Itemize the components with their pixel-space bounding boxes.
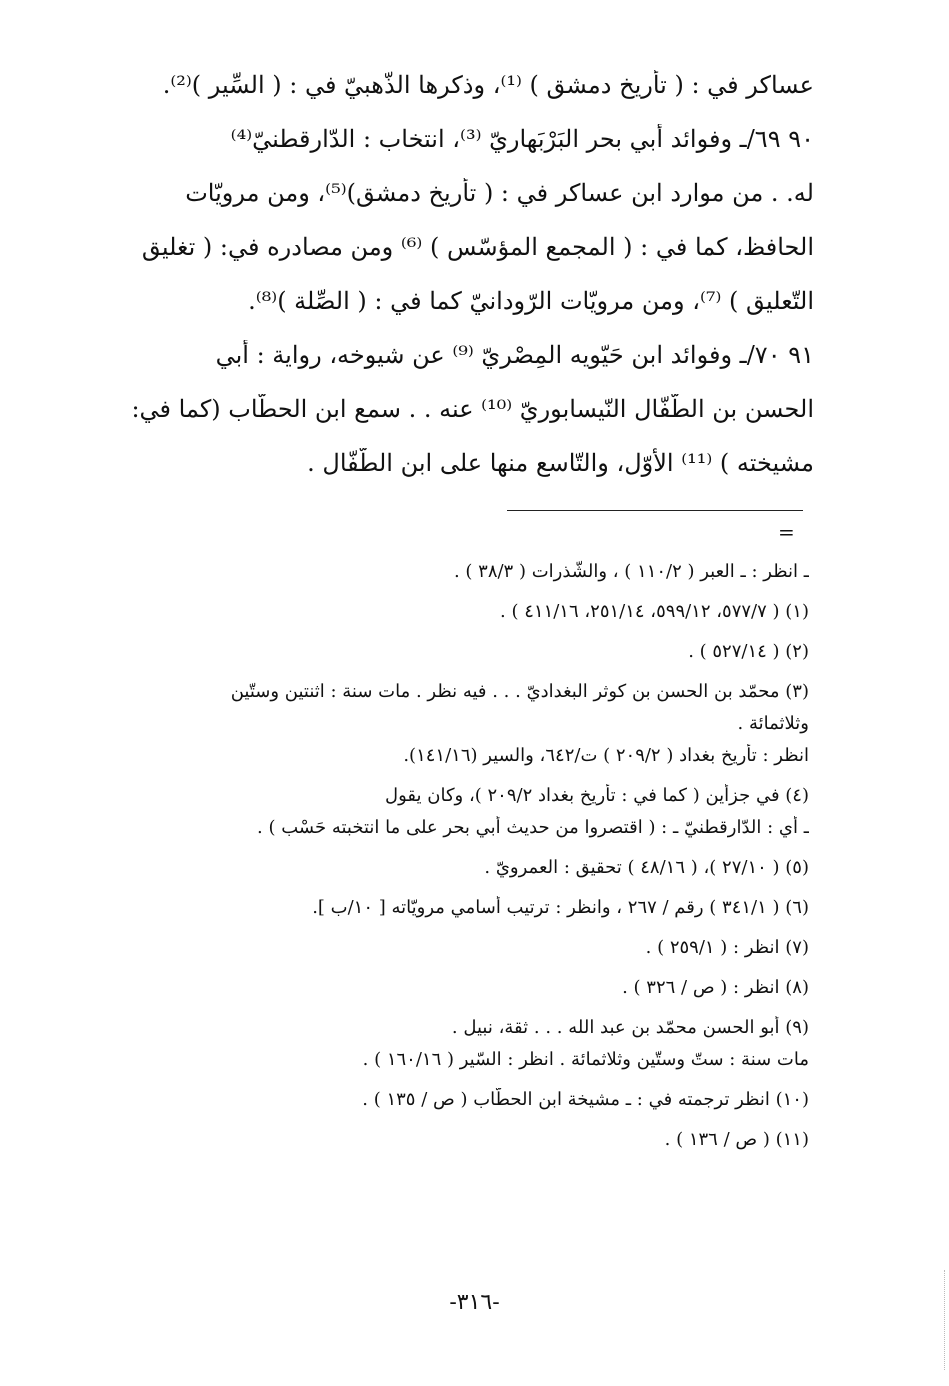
footnote-line: (١) ( ٥٧٧/٧، ٥٩٩/١٢، ٢٥١/١٤، ٤١١/١٦ ) . (500, 601, 809, 622)
main-text-line: الحسن بن الطّفّال النّيسابوريّ ⁽¹⁰⁾ عنه . . سمع ابن الحطّاب (كما في: (131, 395, 814, 423)
footnote-line: (٢) ( ٥٢٧/١٤ ) . (688, 641, 809, 662)
footnote-line: (٤) في جزأين ( كما في : تأريخ بغداد ٢٠٩/٢ )، وكان يقول (385, 785, 809, 806)
footnote-line: (٣) محمّد بن الحسن بن كوثر البغداديّ . . . فيه نظر . مات سنة : اثنتين وستّين (230, 681, 809, 702)
footnote-line: (٩) أبو الحسن محمّد بن عبد الله . . . ثقة، نبيل . (451, 1017, 809, 1038)
footnote-line: مات سنة : ستّ وستّين وثلاثمائة . انظر : السّير ( ١٦٠/١٦ ) . (362, 1049, 809, 1070)
scan-edge-marks (942, 1270, 945, 1370)
footnote-divider (507, 510, 803, 511)
footnote-line: (١١) ( ص / ١٣٦ ) . (664, 1129, 809, 1150)
continuation-mark: = (778, 520, 795, 544)
main-text-line: مشيخته ) ⁽¹¹⁾ الأوّل، والتّاسع منها على ابن الطّفّال . (307, 449, 814, 477)
page-number: -٣١٦- (449, 1290, 500, 1315)
main-text-line: الحافظ، كما في : ( المجمع المؤسّس ) ⁽⁶⁾ ومن مصادره في: ( تغليق (141, 233, 814, 261)
footnote-line: (١٠) انظر ترجمته في : ـ مشيخة ابن الحطّاب ( ص / ١٣٥ ) . (362, 1089, 809, 1110)
main-text-line: التّعليق ) ⁽⁷⁾، ومن مرويّات الرّودانيّ كما في : ( الصِّلة )⁽⁸⁾. (248, 287, 814, 315)
footnote-line: (٥) ( ٢٧/١٠ )، ( ٤٨/١٦ ) تحقيق : العمرويّ . (484, 857, 809, 878)
main-text-line: ٩١ ٧٠/ـ وفوائد ابن حَيّويه المِصْريّ ⁽⁹⁾ عن شيوخه، رواية : أبي (215, 341, 814, 369)
main-text-line: ٩٠ ٦٩/ـ وفوائد أبي بحر البَرْبَهاريّ ⁽³⁾، انتخاب : الدّارقطنيّ⁽⁴⁾ (230, 125, 814, 153)
footnote-line: (٧) انظر : ( ٢٥٩/١ ) . (645, 937, 809, 958)
footnote-line: (٦) ( ٣٤١/١ ) رقم / ٢٦٧ ، وانظر : ترتيب أسامي مرويّاته [ ١٠/ب ]. (312, 897, 809, 918)
footnote-line: وثلاثمائة . (737, 713, 809, 734)
main-text-line: عساكر في : ( تأريخ دمشق ) ⁽¹⁾، وذكرها الذّهبيّ في : ( السِّير )⁽²⁾. (162, 71, 814, 99)
main-text-block (90, 70, 814, 502)
footnote-line: ـ أي : الدّارقطنيّ ـ : ( اقتصروا من حديث أبي بحر على ما انتخبته حَسْب ) . (257, 817, 809, 838)
footnote-line: ـ انظر : ـ العبر ( ١١٠/٢ ) ، والشّذرات ( ٣٨/٣ ) . (453, 561, 809, 582)
footnotes-block (90, 560, 809, 1168)
footnote-line: (٨) انظر : ( ص / ٣٢٦ ) . (622, 977, 809, 998)
main-text-line: له. . من موارد ابن عساكر في : ( تأريخ دمشق)⁽⁵⁾، ومن مرويّات (185, 179, 814, 207)
footnote-line: انظر : تأريخ بغداد ( ٢٠٩/٢ ) ت/٦٤٢، والسير (١٤١/١٦). (403, 745, 809, 766)
